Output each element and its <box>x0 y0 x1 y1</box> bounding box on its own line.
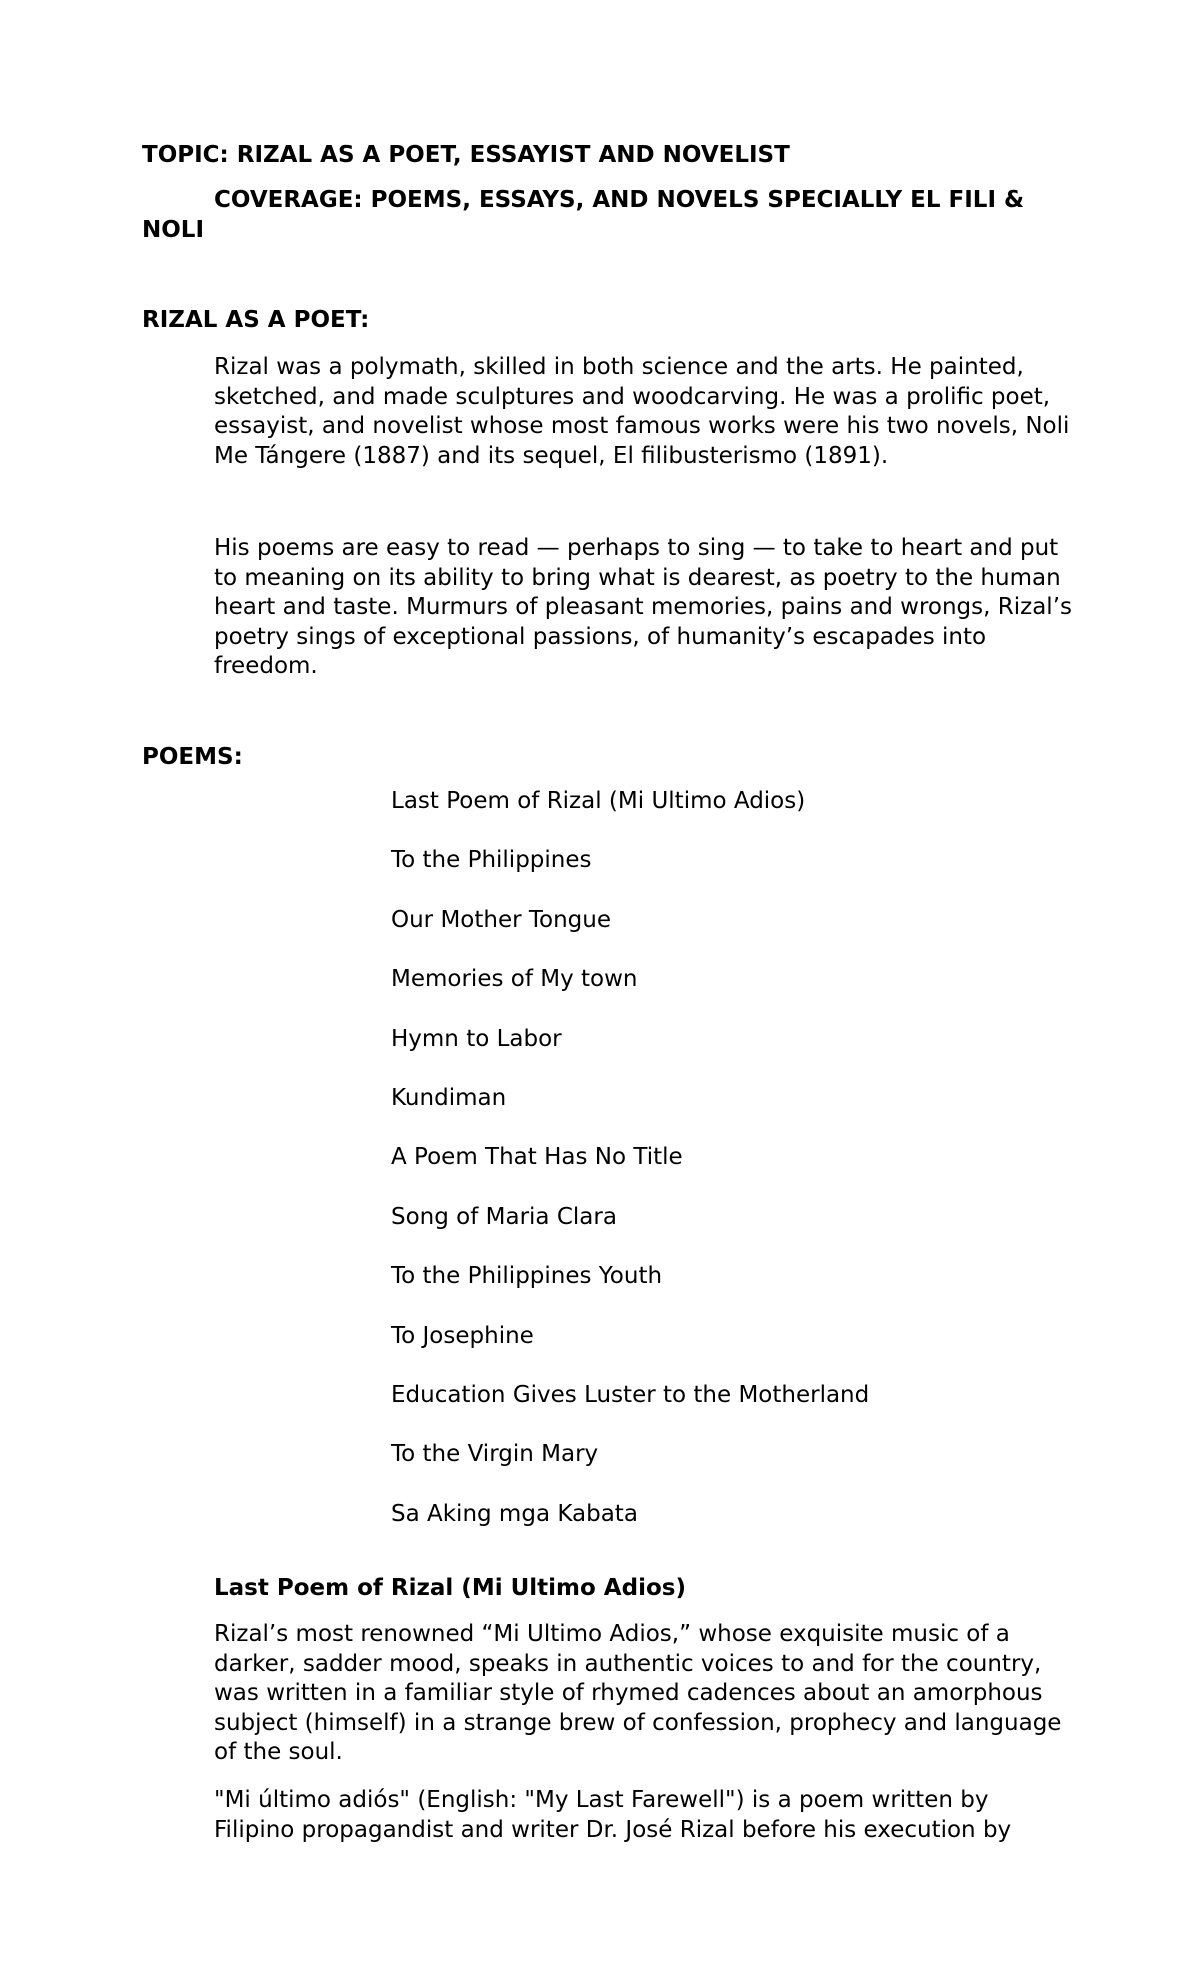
document-topic: TOPIC: RIZAL AS A POET, ESSAYIST AND NOVELIST <box>142 142 790 168</box>
poem-list-item: Last Poem of Rizal (Mi Ultimo Adios) <box>391 788 806 814</box>
poem-list <box>391 787 869 1559</box>
poem-list-item: Our Mother Tongue <box>391 906 611 933</box>
last-poem-paragraph-1: Rizal’s most renowned “Mi Ultimo Adios,” whose exquisite music of a darker, sadder mood, speaks in authentic voices to and for the country, was written in a familiar style of rhymed cadences about an amorphous subject (himself) in a strange brew of confession, prophecy and language of the soul. <box>214 1621 1062 1765</box>
poems-section-heading: POEMS: <box>142 744 243 770</box>
last-poem-heading: Last Poem of Rizal (Mi Ultimo Adios) <box>214 1575 686 1601</box>
poem-list-item: Education Gives Luster to the Motherland <box>391 1381 870 1408</box>
poem-list-item: To the Philippines <box>391 847 592 874</box>
poem-list-item: Song of Maria Clara <box>391 1203 617 1230</box>
document-coverage: COVERAGE: POEMS, ESSAYS, AND NOVELS SPECIALLY EL FILI & NOLI <box>142 187 1025 243</box>
poem-list-item: Sa Aking mga Kabata <box>391 1500 638 1527</box>
poem-list-item: Memories of My town <box>391 966 638 993</box>
poem-list-item: To the Virgin Mary <box>391 1441 599 1468</box>
poet-section-heading: RIZAL AS A POET: <box>142 307 370 333</box>
poem-list-item: To Josephine <box>391 1322 534 1349</box>
last-poem-paragraph-2: "Mi último adiós" (English: "My Last Farewell") is a poem written by Filipino propagandist and writer Dr. José Rizal before his execution by <box>214 1787 1012 1843</box>
poem-list-item: A Poem That Has No Title <box>391 1144 683 1171</box>
poem-list-item: To the Philippines Youth <box>391 1263 663 1290</box>
poet-paragraph-2: His poems are easy to read — perhaps to sing — to take to heart and put to meaning on its ability to bring what is dearest, as poetry to the human heart and taste. Murmurs of pleasant memories, pains and wrongs, Rizal’s poetry sings of exceptional passions, of humanity’s escapades into freedom. <box>214 535 1072 679</box>
poem-list-item: Kundiman <box>391 1084 507 1111</box>
poet-paragraph-1: Rizal was a polymath, skilled in both science and the arts. He painted, sketched, and made sculptures and woodcarving. He was a prolific poet, essayist, and novelist whose most famous works were his two novels, Noli Me Tángere (1887) and its sequel, El filibusterismo (1891). <box>214 354 1070 469</box>
poem-list-item: Hymn to Labor <box>391 1025 562 1052</box>
